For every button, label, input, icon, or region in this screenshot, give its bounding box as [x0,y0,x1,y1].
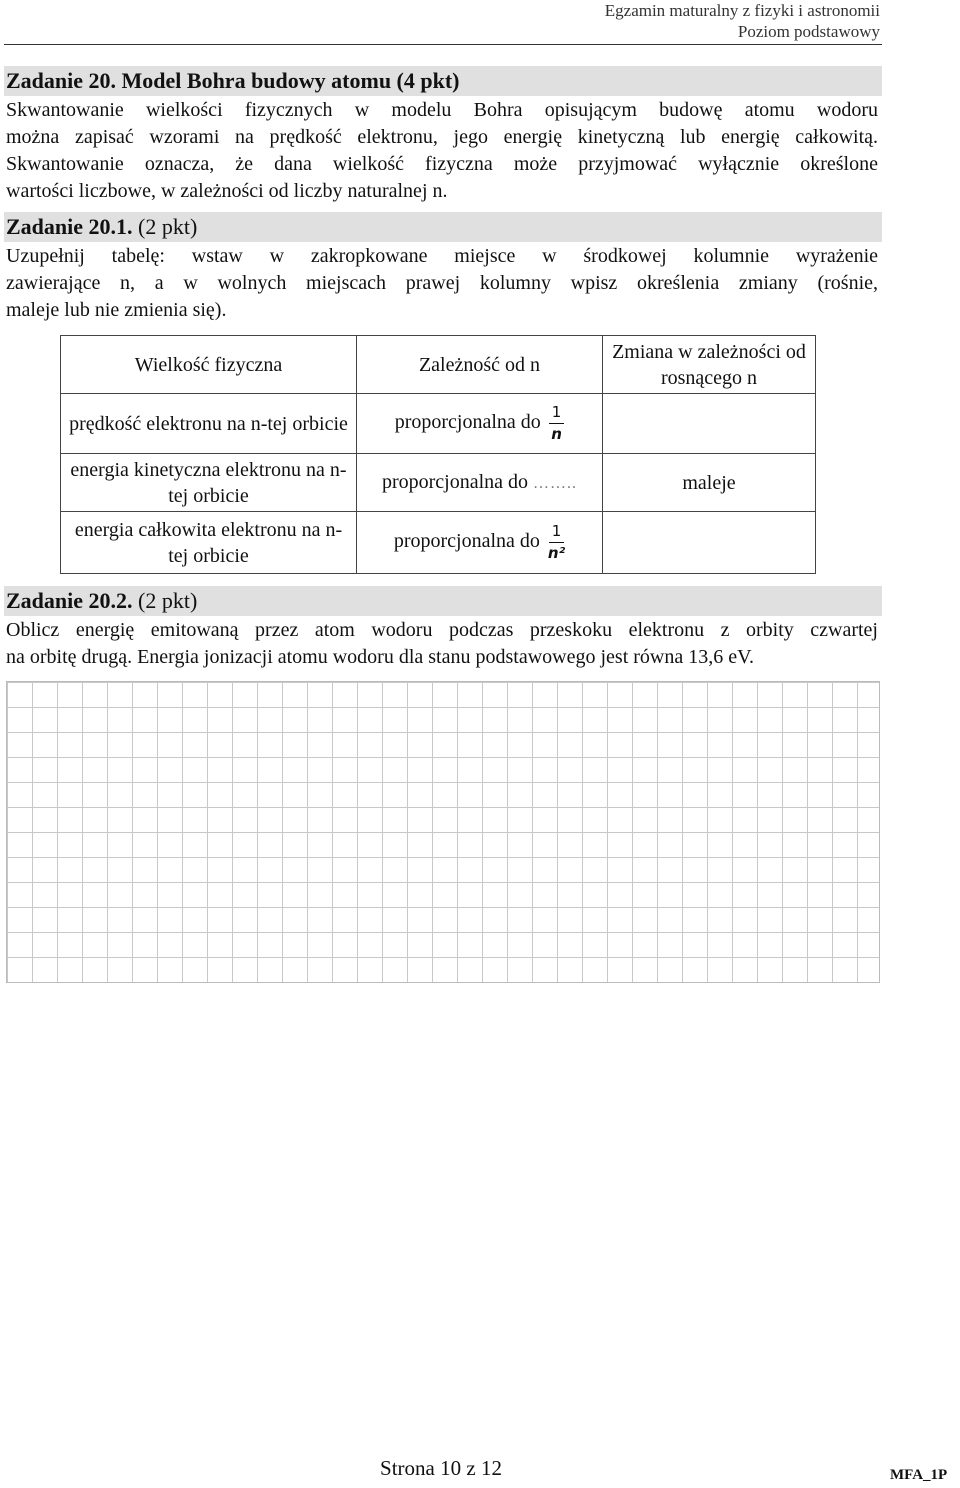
quantity-cell: energia kinetyczna elektronu na n-tej orbicie [61,454,357,512]
bohr-model-table [60,335,816,574]
header-divider [4,44,882,45]
task-line: Oblicz energię emitowaną przez atom wodoru podczas przeskoku elektronu z orbity czwartej [6,619,878,641]
table-header-row [61,336,816,394]
table-row [61,512,816,574]
instruction-line: maleje lub nie zmienia się). [6,299,227,321]
change-answer-field[interactable] [603,512,816,574]
header-change: Zmiana w zależności od rosnącego n [603,336,816,394]
quantity-cell: prędkość elektronu na n-tej orbicie [61,394,357,454]
table-row [61,394,816,454]
task-20-2-text [6,617,878,671]
change-answer-field[interactable] [603,394,816,454]
fraction-1-over-n: $\frac{1}{n}$ [549,404,565,443]
intro-line: wartości liczbowe, w zależności od liczby naturalnej n. [6,180,448,202]
dependence-cell: proporcjonalna do …….. [357,454,603,512]
exam-level: Poziom podstawowy [737,22,880,41]
task-20-1-title: Zadanie 20.1. (2 pkt) [4,212,882,242]
instruction-line: zawierające n, a w wolnych miejscach prawej kolumny wpisz określenia zmiany (rośnie, [6,272,878,294]
answer-grid[interactable] [6,681,880,983]
task-20-intro [6,97,878,205]
quantity-cell: energia całkowita elektronu na n-tej orbicie [61,512,357,574]
exam-title: Egzamin maturalny z fizyki i astronomii [604,1,880,20]
instruction-line: Uzupełnij tabelę: wstaw w zakropkowane miejsce w środkowej kolumnie wyrażenie [6,245,878,267]
exam-code: MFA_1P [890,1467,948,1483]
header-dependence: Zależność od n [357,336,603,394]
intro-line: Skwantowanie wielkości fizycznych w modelu Bohra opisującym budowę atomu wodoru [6,99,878,121]
table-row [61,454,816,512]
intro-line: można zapisać wzorami na prędkość elektronu, jego energię kinetyczną lub energię całkowitą. [6,126,878,148]
change-cell: maleje [603,454,816,512]
task-20-1-instructions [6,243,878,324]
fraction-1-over-n-squared: $\frac{1}{\text{n²}}$ [547,522,566,562]
task-20-2-title: Zadanie 20.2. (2 pkt) [4,586,882,616]
dependence-cell: proporcjonalna do $\frac{1}{n}$ [357,394,603,454]
task-line: na orbitę drugą. Energia jonizacji atomu wodoru dla stanu podstawowego jest równa 13,6 eV. [6,646,754,668]
page-number: Strona 10 z 12 [380,1456,502,1480]
intro-line: Skwantowanie oznacza, że dana wielkość fizyczna może przyjmować wyłącznie określone [6,153,878,175]
task-20-title: Zadanie 20. Model Bohra budowy atomu (4 pkt) [4,66,882,96]
dotted-answer-blank[interactable]: …….. [533,474,578,492]
dependence-cell: proporcjonalna do $\frac{1}{\text{n²}}$ [357,512,603,574]
header-quantity: Wielkość fizyczna [61,336,357,394]
